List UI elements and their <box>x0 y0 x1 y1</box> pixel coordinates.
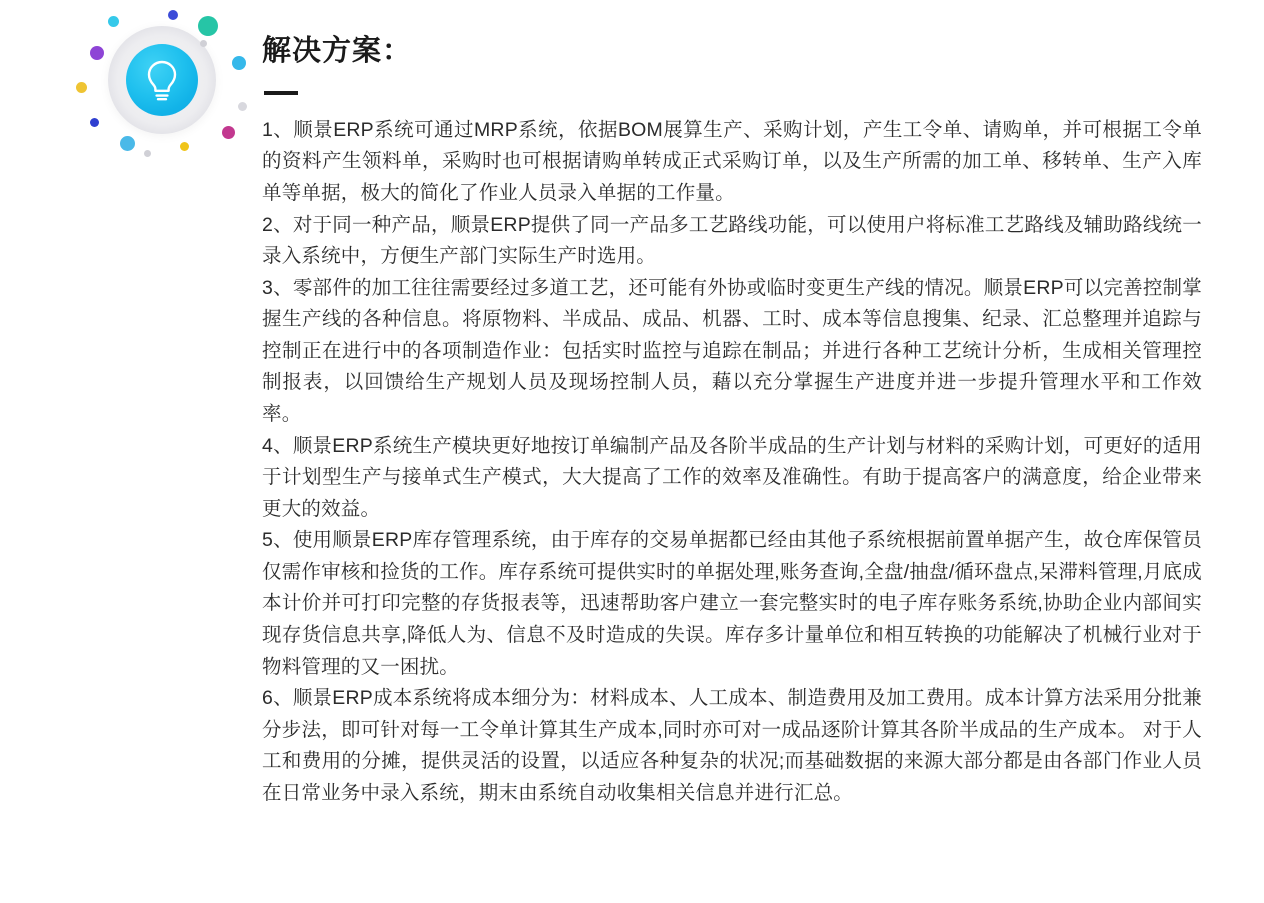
decor-dot-magenta <box>222 126 235 139</box>
paragraph-1: 1、顺景ERP系统可通过MRP系统，依据BOM展算生产、采购计划，产生工令单、请购单，并可根据工令单的资料产生领料单，采购时也可根据请购单转成正式采购订单，以及生产所需的加工单、移转单、生产入库单等单据，极大的简化了作业人员录入单据的工作量。 <box>262 118 1202 204</box>
paragraph-6: 6、顺景ERP成本系统将成本细分为：材料成本、人工成本、制造费用及加工费用。成本计算方法采用分批兼分步法，即可针对每一工令单计算其生产成本,同时亦可对一成品逐阶计算其各阶半成品的生产成本。 对于人工和费用的分摊，提供灵活的设置，以适应各种复杂的状况;而基础数据的来源大部分都是由各部门作业人员在日常业务中录入系统，期末由系统自动收集相关信息并进行汇总。 <box>262 687 1202 804</box>
decor-dot-teal <box>198 16 218 36</box>
lightbulb-illustration <box>72 10 262 170</box>
decor-dot-yellow <box>180 142 189 151</box>
decor-dot-cyan <box>108 16 119 27</box>
paragraph-5: 5、使用顺景ERP库存管理系统，由于库存的交易单据都已经由其他子系统根据前置单据产生，故仓库保管员仅需作审核和捡货的工作。库存系统可提供实时的单据处理,账务查询,全盘/抽盘/循环盘点,呆滞料管理,月底成本计价并可打印完整的存货报表等，迅速帮助客户建立一套完整实时的电子库存账务系统,协助企业内部间实现存货信息共享,降低人为、信息不及时造成的失误。库存多计量单位和相互转换的功能解决了机械行业对于物料管理的又一困扰。 <box>262 529 1202 678</box>
paragraph-2: 2、对于同一种产品，顺景ERP提供了同一产品多工艺路线功能，可以使用户将标准工艺路线及辅助路线统一录入系统中，方便生产部门实际生产时选用。 <box>262 213 1202 268</box>
decor-dot-lightblue <box>120 136 135 151</box>
lightbulb-icon <box>126 44 198 116</box>
paragraph-3: 3、零部件的加工往往需要经过多道工艺，还可能有外协或临时变更生产线的情况。顺景ERP可以完善控制掌握生产线的各种信息。将原物料、半成品、成品、机器、工时、成本等信息搜集、纪录、汇总整理并追踪与控制正在进行中的各项制造作业：包括实时监控与追踪在制品；并进行各种工艺统计分析，生成相关管理控制报表，以回馈给生产规划人员及现场控制人员，藉以充分掌握生产进度并进一步提升管理水平和工作效率。 <box>262 276 1202 425</box>
content-column <box>262 34 1202 810</box>
decor-dot-purple <box>90 46 104 60</box>
decor-dot-gold <box>76 82 87 93</box>
title-underline-rule <box>264 91 298 95</box>
paragraph-4: 4、顺景ERP系统生产模块更好地按订单编制产品及各阶半成品的生产计划与材料的采购计划，可更好的适用于计划型生产与接单式生产模式，大大提高了工作的效率及准确性。有助于提高客户的满意度，给企业带来更大的效益。 <box>262 434 1202 520</box>
decor-dot-gray-small-2 <box>144 150 151 157</box>
decor-dot-gray <box>238 102 247 111</box>
decor-dot-indigo <box>168 10 178 20</box>
decor-dot-darkblue <box>90 118 99 127</box>
page-title: 解决方案： <box>262 35 413 67</box>
decor-dot-gray-small <box>200 40 207 47</box>
decor-dot-blue <box>232 56 246 70</box>
